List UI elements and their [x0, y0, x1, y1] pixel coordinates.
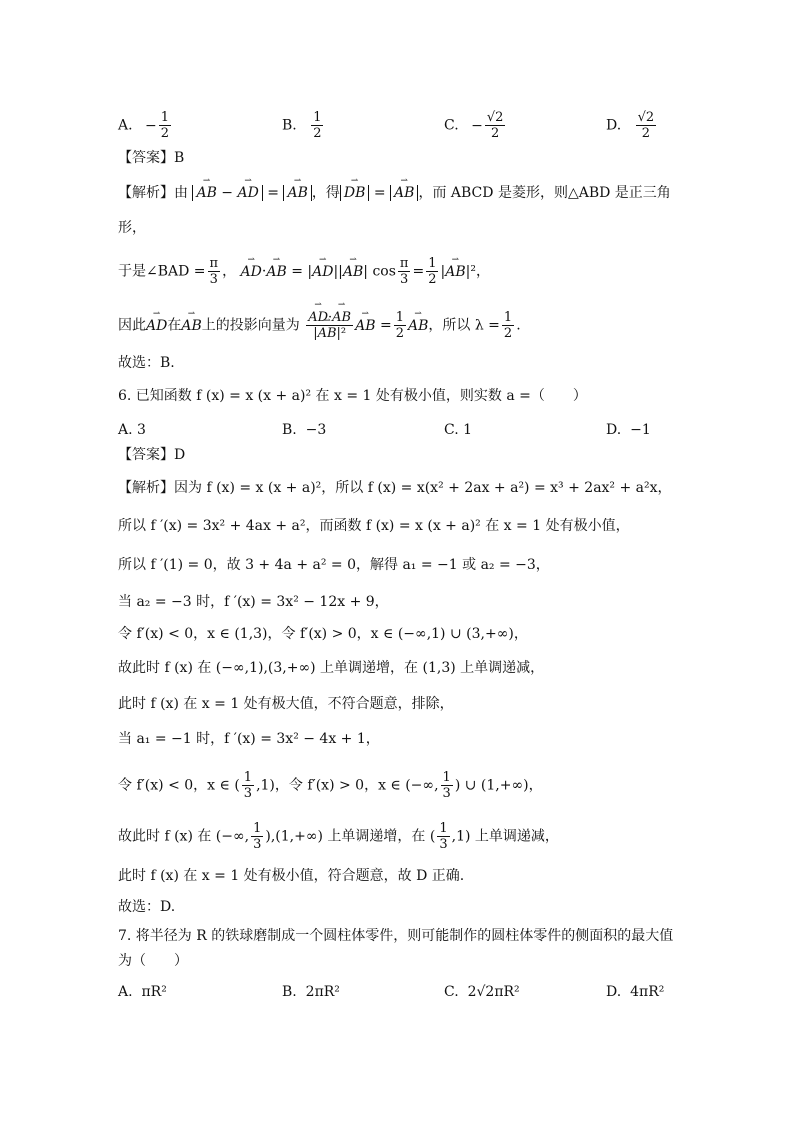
option-letter: A.: [118, 984, 133, 1000]
vector-ab: ⇀ AB: [287, 183, 307, 203]
q5-option-c: [444, 110, 507, 141]
option-value: 3: [137, 422, 146, 438]
option-letter: B.: [282, 422, 297, 438]
q6-analysis-line-9: [118, 770, 543, 801]
option-fraction: $\frac{1}{2}$: [160, 110, 170, 141]
q6-stem: 6. 已知函数 f (x) = x (x + a)² 在 x = 1 处有极小值，则实数 a =（ ）: [118, 388, 587, 404]
text: ),(1,+∞) 上单调递增，在 (: [265, 828, 436, 845]
analysis-label: 【解析】: [118, 185, 174, 201]
vector-ab: ⇀ AB: [181, 316, 201, 336]
text: ) ∪ (1,+∞)，: [454, 777, 543, 794]
vector-ad: ⇀ AD: [241, 262, 262, 282]
q6-conclusion: 故选：D.: [118, 899, 176, 915]
text: ，得: [311, 185, 340, 201]
text: 由: [174, 185, 188, 201]
q5-analysis-line-3: [118, 256, 490, 287]
option-fraction: $\frac{1}{2}$: [313, 110, 322, 141]
q5-analysis-line-1: 【解析】由 ⇀ AB − ⇀ AD = ⇀ AB ，得⇀ DB = ⇀ AB ，而 ABCD 是菱形，则△ABD 是正三角: [118, 183, 671, 203]
q6-analysis-line-4: 当 a₂ = −3 时，f ′(x) = 3x² − 12x + 9，: [118, 594, 389, 610]
q5-analysis-line-2: 形，: [118, 220, 146, 236]
q6-analysis-line-2: 所以 f ′(x) = 3x² + 4ax + a²，而函数 f (x) = x (x + a)² 在 x = 1 处有极小值，: [118, 518, 630, 534]
text: 在: [167, 317, 182, 334]
option-letter: D.: [606, 422, 622, 438]
fraction-one-third: $\frac{1}{3}$: [253, 821, 262, 852]
text: 上的投影向量为: [201, 317, 300, 334]
q7-option-b: [282, 982, 340, 1002]
text: 令 f′(x) < 0，x ∈ (: [118, 777, 240, 794]
option-letter: B.: [282, 117, 297, 134]
vector-ab: ⇀ AB: [266, 262, 286, 282]
vector-ab: ⇀ AB: [355, 316, 375, 336]
fraction: $\frac{1}{2}$: [395, 310, 404, 341]
q6-analysis-line-5: 令 f′(x) < 0，x ∈ (1,3)，令 f′(x) > 0，x ∈ (−∞,1) ∪ (3,+∞)，: [118, 626, 528, 642]
q5-option-a: [118, 110, 173, 141]
vector-ab: ⇀ AB: [445, 262, 465, 282]
option-value: 1: [463, 422, 473, 438]
text: ，: [222, 263, 237, 280]
text: ，所以 λ =: [428, 317, 500, 334]
q6-analysis-line-10: [118, 821, 559, 852]
text: 于是∠BAD =: [118, 263, 206, 280]
fraction: $\frac{1}{2}$: [428, 256, 437, 287]
option-letter: B.: [282, 984, 297, 1000]
text: 因此: [118, 317, 146, 334]
option-letter: C.: [444, 984, 459, 1000]
q7-stem-line-1: 7. 将半径为 R 的铁球磨制成一个圆柱体零件，则可能制作的圆柱体零件的侧面积的最大值: [118, 928, 674, 944]
option-letter: C.: [444, 422, 459, 438]
vector-difference-magnitude: ⇀ AB − ⇀ AD: [192, 185, 262, 201]
q6-option-c: [444, 420, 472, 440]
q6-analysis-line-1: 【解析】因为 f (x) = x (x + a)²，所以 f (x) = x(x² + 2ax + a²) = x³ + 2ax² + a²x，: [118, 480, 672, 496]
option-value: πR²: [141, 984, 167, 1000]
option-sign: −: [471, 117, 483, 134]
vector-db: ⇀ DB: [344, 183, 366, 203]
vector-magnitude: [283, 185, 311, 201]
q6-analysis-line-11: 此时 f (x) 在 x = 1 处有极小值，符合题意，故 D 正确.: [118, 868, 465, 884]
text: = |: [291, 263, 313, 280]
vector-ad: ⇀ AD: [146, 316, 167, 336]
q5-answer: 【答案】B: [118, 150, 185, 166]
q5-option-b: [282, 110, 325, 141]
q5-conclusion: 故选：B.: [118, 355, 175, 371]
text: | cos: [363, 263, 396, 280]
option-value: −3: [305, 422, 327, 438]
vector-magnitude: [390, 185, 418, 201]
vector-ab: ⇀ AB: [408, 316, 428, 336]
text: .: [516, 317, 521, 334]
q6-analysis-line-6: 故此时 f (x) 在 (−∞,1),(3,+∞) 上单调递增，在 (1,3) 上单调递减，: [118, 660, 545, 676]
text: ·: [261, 263, 267, 280]
option-value: 2√2πR²: [467, 984, 520, 1000]
option-value: 2πR²: [305, 984, 340, 1000]
option-letter: A.: [118, 117, 133, 134]
vector-ad: ⇀ AD: [312, 262, 333, 282]
q6-analysis-line-7: 此时 f (x) 在 x = 1 处有极大值，不符合题意，排除，: [118, 696, 454, 712]
fraction-one-third: $\frac{1}{3}$: [439, 821, 448, 852]
option-letter: D.: [606, 117, 622, 134]
q6-option-d: [606, 420, 651, 440]
option-letter: C.: [444, 117, 459, 134]
vector-ab: ⇀ AB: [343, 262, 363, 282]
fraction-one-third: $\frac{1}{3}$: [442, 770, 451, 801]
text: =: [379, 317, 392, 334]
fraction-one-third: $\frac{1}{3}$: [243, 770, 253, 801]
q6-option-a: [118, 420, 146, 440]
option-value: −1: [630, 422, 651, 438]
q7-option-a: [118, 982, 167, 1002]
option-fraction: $\frac{√2}{2}$: [637, 110, 655, 141]
fraction: $\frac{\pi}{3}$: [399, 256, 409, 287]
projection-fraction: ⇀ $\frac{AD\cdot⇀ AB}{\text{|⇀ AB|²}}$: [306, 310, 353, 341]
text: 故此时 f (x) 在 (−∞,: [118, 828, 250, 845]
q6-analysis-line-3: 所以 f ′(1) = 0，故 3 + 4a + a² = 0，解得 a₁ = −1 或 a₂ = −3，: [118, 557, 550, 573]
vector-magnitude: [340, 185, 370, 201]
q6-answer: 【答案】D: [118, 447, 186, 463]
q7-option-d: [606, 982, 664, 1002]
option-fraction: $\frac{√2}{2}$: [486, 110, 504, 141]
text: ，而 ABCD 是菱形，则△ABD 是正三角: [418, 185, 671, 201]
text: ||: [333, 263, 343, 280]
q7-stem-line-2: 为（ ）: [118, 953, 188, 969]
text: =: [412, 263, 425, 280]
q6-analysis-line-8: 当 a₁ = −1 时，f ′(x) = 3x² − 4x + 1，: [118, 731, 380, 747]
option-value: 4πR²: [630, 984, 665, 1000]
q5-analysis-line-4: [118, 310, 521, 341]
fraction: $\frac{1}{2}$: [503, 310, 513, 341]
option-letter: D.: [606, 984, 622, 1000]
text: ,1) 上单调递减，: [451, 828, 559, 845]
text: ,1)，令 f′(x) > 0，x ∈ (−∞,: [256, 777, 439, 794]
option-letter: A.: [118, 422, 133, 438]
q5-option-d: [606, 110, 658, 141]
fraction: $\frac{\pi}{3}$: [209, 256, 219, 287]
q6-option-b: [282, 420, 326, 440]
option-sign: −: [145, 117, 157, 134]
q7-option-c: [444, 982, 520, 1002]
text: |²，: [465, 263, 490, 280]
vector-ad: ⇀ AD: [238, 183, 259, 203]
text: |: [440, 263, 446, 280]
vector-ab: ⇀ AB: [394, 183, 414, 203]
vector-ab: ⇀ AB: [196, 183, 216, 203]
